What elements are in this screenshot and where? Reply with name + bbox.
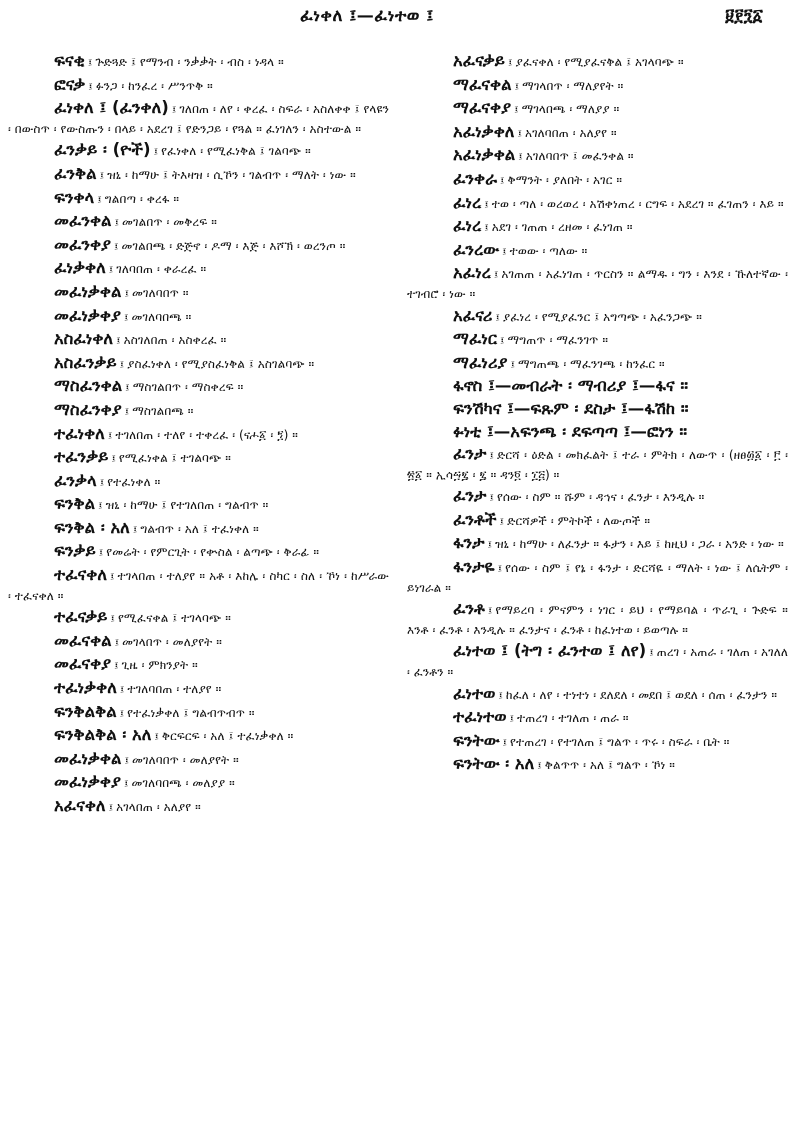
dictionary-entry — [8, 377, 389, 398]
headword-separator: ፤ — [537, 759, 542, 773]
headword: አፈናሪ — [453, 305, 493, 325]
definition: ፉንጋ ፡ ከንፈረ ፡ ሥንጥቅ ። — [95, 78, 213, 93]
dictionary-entry — [8, 425, 389, 446]
headword: መፈንቀል — [54, 211, 112, 231]
headword-separator: ፤ — [509, 712, 515, 726]
definition: ጊዜ ፡ ምክንያት ። — [121, 658, 198, 673]
headword: ተፈነቀለ — [54, 423, 105, 443]
definition: አገጠጠ ፡ አፈነገጠ ፡ ጥርስን ። ልማዱ ፡ ግን ፡ እንደ ፡ ኹለተኛው ፡ ተገብሮ ፡ ነው ። — [407, 267, 788, 301]
headword: ፍንቅልቅል — [54, 701, 117, 721]
headword: መፈነቃቀል — [54, 281, 122, 301]
headword-separator: ፤ — [119, 683, 125, 697]
dictionary-columns — [8, 52, 788, 1142]
definition: መገለባበጥ ፡ መለያየት ። — [131, 752, 239, 767]
headword: ፈነረ — [453, 192, 482, 212]
definition: የሰው ፡ ስም ፤ የኔ ፡ ፋንታ ፡ ድርሻዬ ፡ ማለት ፡ ነው ፤ ለሴትም ፡ ይነገራል ። — [407, 561, 788, 595]
dictionary-entry — [8, 679, 389, 700]
headword: ፈንቀራ — [453, 168, 498, 188]
dictionary-entry — [407, 123, 788, 144]
left-column — [8, 52, 389, 1142]
headword: ፎናቃ — [54, 74, 86, 94]
headword-separator: ፤ — [502, 735, 508, 749]
headword-separator: ፤ — [124, 404, 130, 418]
definition: መገለባበጫ ። — [131, 309, 192, 324]
dictionary-entry — [407, 642, 788, 681]
dictionary-entry — [8, 189, 389, 210]
headword: ፋንታዬ — [453, 557, 495, 577]
headword-separator: ፤ — [123, 777, 129, 791]
dictionary-entry — [8, 283, 389, 304]
headword-separator: ፤ — [114, 659, 119, 673]
dictionary-entry — [8, 797, 389, 818]
headword: መፈናቀል — [54, 630, 112, 650]
headword: ፈንቶ — [453, 599, 485, 619]
dictionary-entry — [8, 495, 389, 516]
headword-separator: ፤ — [124, 753, 129, 767]
headword-separator: ፤ — [153, 145, 159, 159]
headword-separator: ፤ — [107, 428, 113, 442]
page-header — [0, 0, 793, 40]
definition: መገላበጥ ፡ መለያየት ። — [122, 634, 222, 649]
headword-separator: ፤ — [108, 801, 114, 814]
dictionary-entry — [8, 542, 389, 563]
headword: አስፈንቃይ — [54, 352, 117, 372]
headword: አፈነቃቀል — [453, 145, 516, 165]
headword-separator: ፤ — [108, 263, 114, 277]
definition: የተፈነቃቀለ ፤ ግልብጥብጥ ። — [127, 705, 255, 720]
headword-separator: ፤ — [498, 688, 503, 702]
headword: ማፈናቀል — [453, 74, 512, 94]
dictionary-entry — [407, 146, 788, 167]
dictionary-entry — [8, 330, 389, 351]
definition: መገልበጫ ፡ ድጅኖ ፡ ዶማ ፡ እጅ ፡ እሾኽ ፡ ወረንጦ ። — [121, 238, 346, 253]
definition: ተጠረገ ፡ ተገለጠ ፡ ጠራ ። — [517, 711, 629, 726]
definition: ያፈነረ ፡ የሚያፈንር ፤ አግጣጭ ፡ አፈንጋጭ ። — [502, 309, 702, 324]
definition: ጕድጓድ ፤ የማንብ ፡ ንቃቃት ፡ ብስ ፡ ነዳላ ። — [95, 55, 284, 69]
definition: ገለባበጠ ፡ ቀራረፈ ። — [116, 262, 207, 277]
headword-separator: ፤ — [518, 150, 523, 164]
definition: ማስገልበጫ ። — [132, 403, 194, 418]
headword: ማስፈንቀል — [54, 376, 123, 396]
headword-separator: ፤ — [119, 706, 125, 720]
dictionary-entry — [8, 76, 389, 97]
headword-separator: ፤ — [97, 192, 102, 206]
dictionary-entry — [8, 655, 389, 676]
headword: ፍንቀላ — [54, 187, 95, 207]
headword: ፈንታ — [453, 444, 487, 464]
dictionary-entry — [407, 708, 788, 729]
definition: ያስፈነቀለ ፡ የሚያስፈነቅል ፤ አስገልባጭ ። — [127, 356, 315, 371]
definition: ግልብጥ ፡ አለ ፤ ተፈነቀለ ። — [140, 521, 259, 536]
headword: ተፈነተወ — [453, 707, 507, 727]
headword-separator: ፤ — [514, 79, 520, 93]
definition: ተወ ፡ ጣለ ፡ ወረወረ ፡ አሽቀነጠረ ፡ ርግፍ ፡ አደረገ ። ፈገጠን ፡ እይ ። — [491, 196, 784, 211]
definition: ቅልጥጥ ፡ አለ ፤ ግልጥ ፡ ኾነ ። — [544, 758, 675, 773]
dictionary-entry — [8, 750, 389, 771]
dictionary-entry — [407, 534, 788, 555]
headword: መፈናቀያ — [54, 654, 112, 674]
headword: መፈነቃቀል — [54, 748, 122, 768]
definition: ያፈናቀለ ፡ የሚያፈናቅል ፤ አገላባጭ ። — [515, 55, 684, 69]
dictionary-entry — [8, 259, 389, 280]
dictionary-entry — [407, 76, 788, 97]
headword: ፈነተወ ፤ (ትግ ፡ ፈንተወ ፤ ለየ) — [453, 641, 647, 661]
headword: ፍናቂ — [54, 52, 85, 70]
headword: ፉነቲ ፤—አፍንጫ ፡ ደፍጣጣ ፤—ፎነን ። — [453, 421, 688, 441]
definition: መገለባበጥ ። — [131, 285, 189, 300]
dictionary-entry — [407, 354, 788, 375]
headword-separator: ፤ — [123, 310, 129, 324]
definition: የሚፈነቀል ፤ ተገልባጭ ። — [118, 451, 231, 466]
definition: ድርሻዎች ፡ ምትኮች ፡ ለውጦች ። — [507, 513, 651, 528]
headword-separator: ፤ — [114, 216, 120, 230]
headword: ፈንቃላ — [54, 470, 97, 490]
headword: ፍንቅል ፡ አለ — [54, 517, 130, 537]
headword-separator: ፤ — [98, 499, 103, 513]
dictionary-entry — [8, 354, 389, 375]
definition: የፈነቀለ ፡ የሚፈነቅል ፤ ገልባጭ ። — [161, 144, 311, 159]
headword: አስፈነቀለ — [54, 329, 114, 349]
definition: አገለባበጥ ፤ መፈንቀል ። — [525, 149, 634, 164]
headword: ፈንረው — [453, 239, 500, 259]
headword-separator: ፤ — [171, 103, 177, 117]
dictionary-entry — [8, 99, 389, 138]
headword-separator: ፤ — [499, 514, 505, 528]
headword: መፈነቃቀያ — [54, 772, 121, 792]
definition: ማግጠጫ ፡ ማፈንገጫ ፡ ከንፈር ። — [517, 356, 665, 371]
dictionary-entry — [407, 217, 788, 238]
headword-separator: ፤ — [99, 475, 105, 489]
definition: ተወው ፡ ጣለው ። — [509, 243, 588, 258]
headword-separator: ፤ — [497, 562, 503, 576]
headword-separator: ፤ — [489, 491, 494, 505]
dictionary-entry — [8, 773, 389, 794]
dictionary-entry — [407, 511, 788, 532]
definition: አገለባበጠ ፡ አለያየ ። — [524, 125, 617, 140]
headword: ፍንቃይ — [54, 541, 96, 561]
definition: የማይረባ ፡ ምናምን ፡ ነገር ፡ ይህ ፡ የማይባል ፡ ጥራጊ ፡ ጕድፍ ። እንቶ ፡ ፈንቶ ፡ እንዲሉ ። ፈንታና ፡ ፈንቶ ፡ ከፈነተወ ፡ ይወጣሉ ። — [407, 603, 788, 637]
definition: ድርሻ ፡ ዕድል ፡ መክፈልት ፤ ተራ ፡ ምትክ ፡ ለውጥ ፡ (ዘፀ፴፩ ፡ ፫ ፡ ፳፩ ። ኢሳ፵፯ ፡ ፯ ። ዳን፬ ፡ ፲፭) ። — [407, 448, 788, 482]
definition: ከፈለ ፡ ለየ ፡ ተነተነ ፡ ደለደለ ፡ መደበ ፤ ወደለ ፡ ሰጠ ፡ ፈንታን ። — [505, 687, 778, 702]
headword: ፈንቃይ ፡ (ዮች) — [54, 140, 151, 160]
headword: ተፈንቃይ — [54, 447, 109, 467]
dictionary-entry — [8, 212, 389, 233]
definition: ተገለባበጠ ፡ ተለያየ ። — [127, 682, 222, 697]
dictionary-entry — [8, 519, 389, 540]
headword: ፋኖስ ፤—መብራት ፡ ማብሪያ ፤—ፋና ። — [453, 376, 689, 396]
headword: ተፈነቃቀለ — [54, 678, 117, 698]
definition: ተገለበጠ ፡ ተለየ ፡ ተቀረፈ ፡ (ናሖ፩ ፡ ፺) ። — [115, 427, 298, 442]
definition: አስገለበጠ ፡ አስቀረፈ ። — [123, 333, 227, 348]
dictionary-entry — [8, 141, 389, 162]
definition: ማገላበጫ ፡ ማለያያ ። — [521, 102, 620, 117]
definition: ግልበጣ ፡ ቀረፋ ። — [104, 191, 180, 206]
dictionary-entry — [8, 307, 389, 328]
dictionary-entry — [407, 330, 788, 351]
definition: ቅማንት ፡ ያለበት ፡ አገር ። — [507, 172, 623, 187]
headword-separator: ፤ — [514, 103, 519, 117]
definition: የተፈነቀለ ። — [107, 474, 161, 489]
headword-separator: ፤ — [495, 310, 500, 324]
dictionary-entry — [407, 307, 788, 328]
headword: አፈነረ — [453, 263, 491, 283]
headword-separator: ፤ — [114, 635, 120, 649]
headword-separator: ፤ — [154, 730, 159, 744]
definition: መገልበጥ ፡ መቅረፍ ። — [122, 215, 217, 230]
dictionary-entry — [407, 170, 788, 191]
definition: ገለበጠ ፡ ለየ ፡ ቀረፈ ፡ ስፍራ ፡ አስለቀቀ ፤ የላዩን ፡ በውስጥ ፡ የውስጡን ፡ በላይ ፡ አደረገ ፤ የድንጋይ ፡ የጓል ። ፈነገለን ፡ አስተውል ። — [8, 102, 389, 136]
definition: ዝኒ ፡ ከማሁ ፤ ትእዛዝ ፡ ሲኾን ፡ ገልብጥ ፡ ማለት ፡ ነው ። — [107, 167, 356, 182]
headword-separator: ፤ — [125, 381, 130, 395]
page-number: ፱፻፺፩ — [725, 6, 763, 26]
headword: ፈነቀለ ፤ (ፈንቀለ) — [54, 98, 169, 118]
headword: አፈናቀለ — [54, 796, 106, 815]
headword: ፍንትው — [453, 730, 500, 750]
dictionary-entry — [407, 487, 788, 508]
dictionary-entry — [407, 445, 788, 484]
dictionary-entry — [407, 732, 788, 753]
dictionary-entry — [8, 726, 389, 747]
headword-separator: ፤ — [484, 221, 489, 235]
headword-separator: ፤ — [649, 646, 654, 660]
dictionary-entry — [407, 558, 788, 597]
headword-separator: ፤ — [116, 334, 121, 348]
headword: መፈንቀያ — [54, 234, 112, 254]
definition: ቅርፍርፍ ፡ አለ ፤ ተፈነቃቀለ ። — [161, 729, 294, 744]
headword: አፈነቃቀለ — [453, 121, 515, 141]
headword-separator: ፤ — [487, 604, 493, 618]
headword-separator: ፤ — [502, 244, 507, 258]
headword: ፈነተወ — [453, 683, 496, 703]
definition: ማስገልበጥ ፡ ማስቀረፍ ። — [132, 380, 244, 395]
headword: ፍንትው ፡ አለ — [453, 754, 535, 774]
definition: ዝኒ ፡ ከማሁ ፡ ለፈንታ ። ፋታን ፡ እይ ፤ ከዚህ ፡ ጋራ ፡ አንድ ፡ ነው ። — [495, 537, 784, 552]
headword: ፍንቅልቅል ፡ አለ — [54, 725, 152, 745]
definition: የተጠረገ ፡ የተገለጠ ፤ ግልጥ ፡ ጥሩ ፡ ስፍራ ፡ ቤት ። — [510, 734, 730, 749]
headword-separator: ፤ — [487, 538, 493, 552]
headword: ፈንቶች — [453, 509, 497, 529]
headword: ፈንታ — [453, 486, 487, 506]
headword-separator: ፤ — [517, 126, 522, 140]
dictionary-entry — [407, 99, 788, 120]
definition: ተገላበጠ ፡ ተለያየ ። አቶ ፡ እከሌ ፡ ስካር ፡ ስለ ፡ ኾነ ፡ ከሥራው ፡ ተፈናቀለ ። — [8, 569, 389, 603]
definition: ዝኒ ፡ ከማሁ ፤ የተገለበጠ ፡ ግልብጥ ። — [105, 498, 269, 513]
headword-separator: ፤ — [132, 522, 138, 536]
dictionary-entry — [8, 472, 389, 493]
headword-separator: ፤ — [87, 56, 93, 69]
running-head: ፈነቀለ ፤—ፈነተወ ፤ — [300, 6, 434, 26]
dictionary-entry — [8, 566, 389, 605]
headword-separator: ፤ — [98, 546, 104, 560]
definition: ጠረገ ፡ አጠራ ፡ ገለጠ ፡ አገለለ ፡ ፈንቶን ። — [407, 645, 788, 680]
headword-separator: ፤ — [507, 56, 513, 69]
definition: አገላበጠ ፡ አለያየ ። — [116, 800, 201, 814]
headword: ፈነረ — [453, 216, 482, 236]
definition: የሰው ፡ ስም ። ሹም ፡ ዳኅና ፡ ፈንታ ፡ እንዲሉ ። — [496, 490, 705, 505]
dictionary-entry — [8, 703, 389, 724]
headword: ፍንቅል — [54, 494, 96, 514]
headword-separator: ፤ — [119, 357, 125, 371]
dictionary-entry — [8, 608, 389, 629]
definition: ማግጠጥ ፡ ማፈንገጥ ። — [507, 333, 609, 348]
dictionary-entry — [8, 165, 389, 186]
headword: ፈነቃቀለ — [54, 258, 106, 278]
definition: ማገላበጥ ፡ ማለያየት ። — [522, 78, 624, 93]
dictionary-entry — [8, 52, 389, 73]
definition: መገለባበጫ ፡ መለያያ ። — [131, 776, 235, 791]
dictionary-entry — [407, 400, 788, 420]
headword: ተፈናቀለ — [54, 565, 108, 585]
headword-separator: ፤ — [510, 357, 515, 371]
dictionary-entry — [8, 236, 389, 257]
dictionary-entry — [8, 632, 389, 653]
headword: ማፈነር — [453, 329, 497, 349]
dictionary-entry — [8, 401, 389, 422]
dictionary-entry — [407, 241, 788, 262]
definition: አደገ ፡ ገጠጠ ፡ ረዘመ ፡ ፈነገጠ ። — [491, 220, 633, 235]
dictionary-entry — [407, 377, 788, 397]
definition: የሚፈናቀል ፤ ተገላባጭ ። — [117, 611, 231, 626]
headword-separator: ፤ — [111, 452, 116, 466]
right-column — [407, 52, 788, 1142]
headword: አፈናቃይ — [453, 52, 505, 70]
headword-separator: ፤ — [489, 449, 494, 463]
dictionary-entry — [407, 755, 788, 776]
dictionary-entry — [407, 423, 788, 443]
headword-separator: ፤ — [500, 173, 505, 187]
headword: ፋንታ — [453, 533, 485, 553]
headword: ተፈናቃይ — [54, 607, 108, 627]
dictionary-entry — [407, 685, 788, 706]
headword-separator: ፤ — [99, 168, 105, 182]
headword-separator: ፤ — [88, 79, 93, 93]
definition: የመሬት ፡ የምርጊት ፡ የቍስል ፡ ልጣጭ ፡ ቅራፊ ። — [106, 545, 320, 560]
headword-separator: ፤ — [484, 197, 489, 211]
dictionary-entry — [407, 194, 788, 215]
headword-separator: ፤ — [110, 570, 115, 584]
headword-separator: ፤ — [114, 239, 119, 253]
dictionary-entry — [8, 448, 389, 469]
dictionary-entry — [407, 600, 788, 639]
headword: ማፈናቀያ — [453, 98, 512, 118]
dictionary-entry — [407, 264, 788, 303]
headword: ፍንሽካና ፤—ፍጹም ፡ ደስታ ፤—ፋሽከ ። — [453, 398, 689, 418]
headword-separator: ፤ — [499, 334, 505, 348]
headword: ፈንቅል — [54, 163, 97, 183]
headword-separator: ፤ — [493, 268, 499, 282]
headword: መፈነቃቀያ — [54, 305, 121, 325]
headword-separator: ፤ — [110, 612, 115, 626]
headword: ማፈነሪያ — [453, 352, 508, 372]
headword-separator: ፤ — [124, 286, 129, 300]
headword: ማስፈንቀያ — [54, 399, 122, 419]
dictionary-entry — [407, 52, 788, 73]
